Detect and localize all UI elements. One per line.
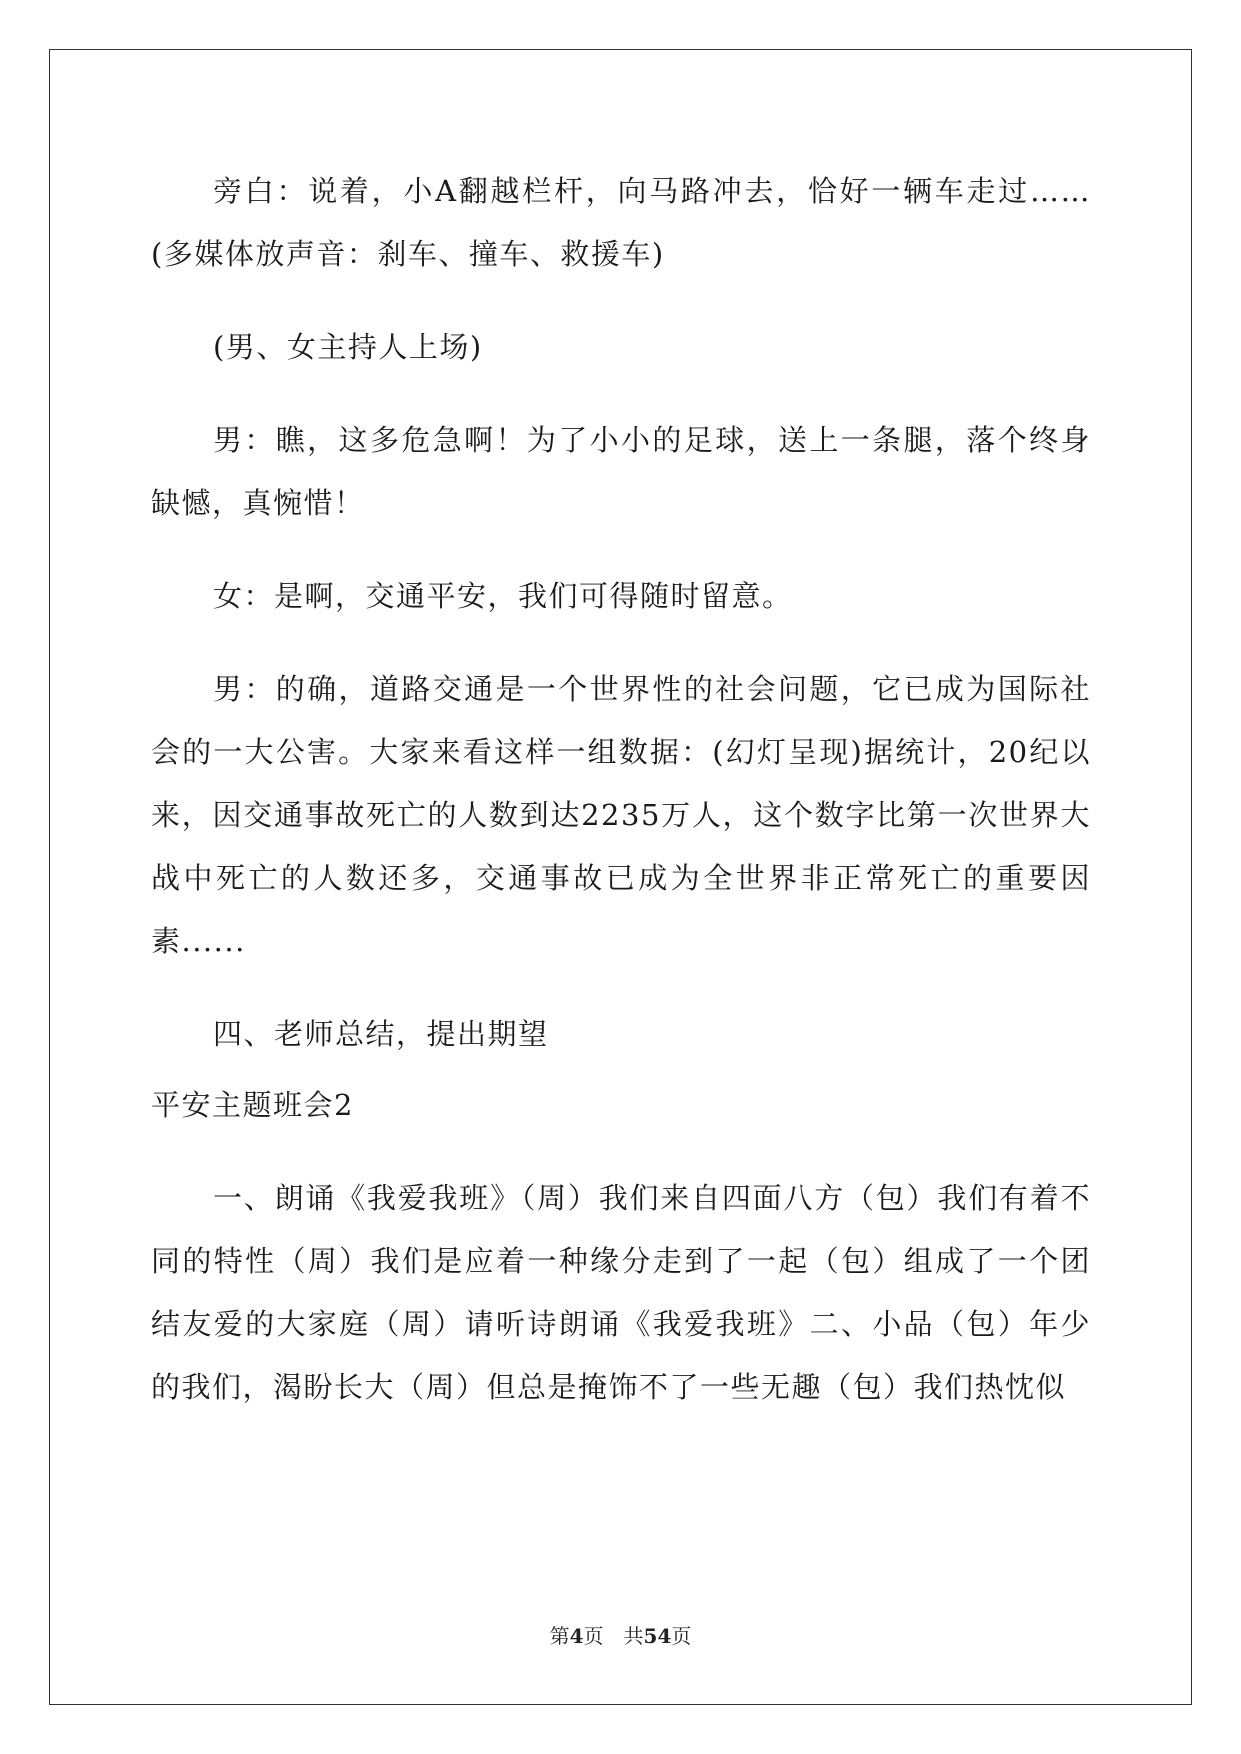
footer-mid: 页 共 [583,1624,644,1648]
paragraph-gap [151,628,1091,658]
footer-suffix: 页 [671,1624,692,1648]
paragraph-gap [151,286,1091,316]
paragraph-gap [151,535,1091,565]
footer-total-pages: 54 [643,1624,672,1648]
paragraph-narration: 旁白：说着，小A翻越栏杆，向马路冲去，恰好一辆车走过……(多媒体放声音：刹车、撞车、救援车) [151,174,1091,271]
section-heading: 平安主题班会2 [151,1088,354,1122]
paragraph-gap [151,379,1091,409]
page-footer [0,1620,1241,1649]
footer-prefix: 第 [549,1624,570,1648]
footer-page-number: 4 [569,1624,584,1648]
paragraph-gap [151,1137,1091,1167]
paragraph-section-four: 四、老师总结，提出期望 [213,1017,549,1051]
paragraph-recitation: 一、朗诵《我爱我班》（周）我们来自四面八方（包）我们有着不同的特性（周）我们是应着一种缘分走到了一起（包）组成了一个团结友爱的大家庭（周）请听诗朗诵《我爱我班》二、小品（包）年少的我们，渴盼长大（周）但总是掩饰不了一些无趣（包）我们热忱似 [151,1181,1091,1404]
paragraph-male-line-2: 男：的确，道路交通是一个世界性的社会问题，它已成为国际社会的一大公害。大家来看这样一组数据：(幻灯呈现)据统计，20纪以来，因交通事故死亡的人数到达2235万人，这个数字比第一次世界大战中死亡的人数还多，交通事故已成为全世界非正常死亡的重要因素...... [151,672,1091,958]
document-body [151,160,1091,1419]
paragraph-stage-direction: (男、女主持人上场) [213,330,483,364]
paragraph-gap [151,1066,1091,1074]
paragraph-male-line-1: 男：瞧，这多危急啊！为了小小的足球，送上一条腿，落个终身缺憾，真惋惜！ [151,423,1091,520]
paragraph-female-line: 女：是啊，交通平安，我们可得随时留意。 [213,579,793,613]
paragraph-gap [151,973,1091,1003]
